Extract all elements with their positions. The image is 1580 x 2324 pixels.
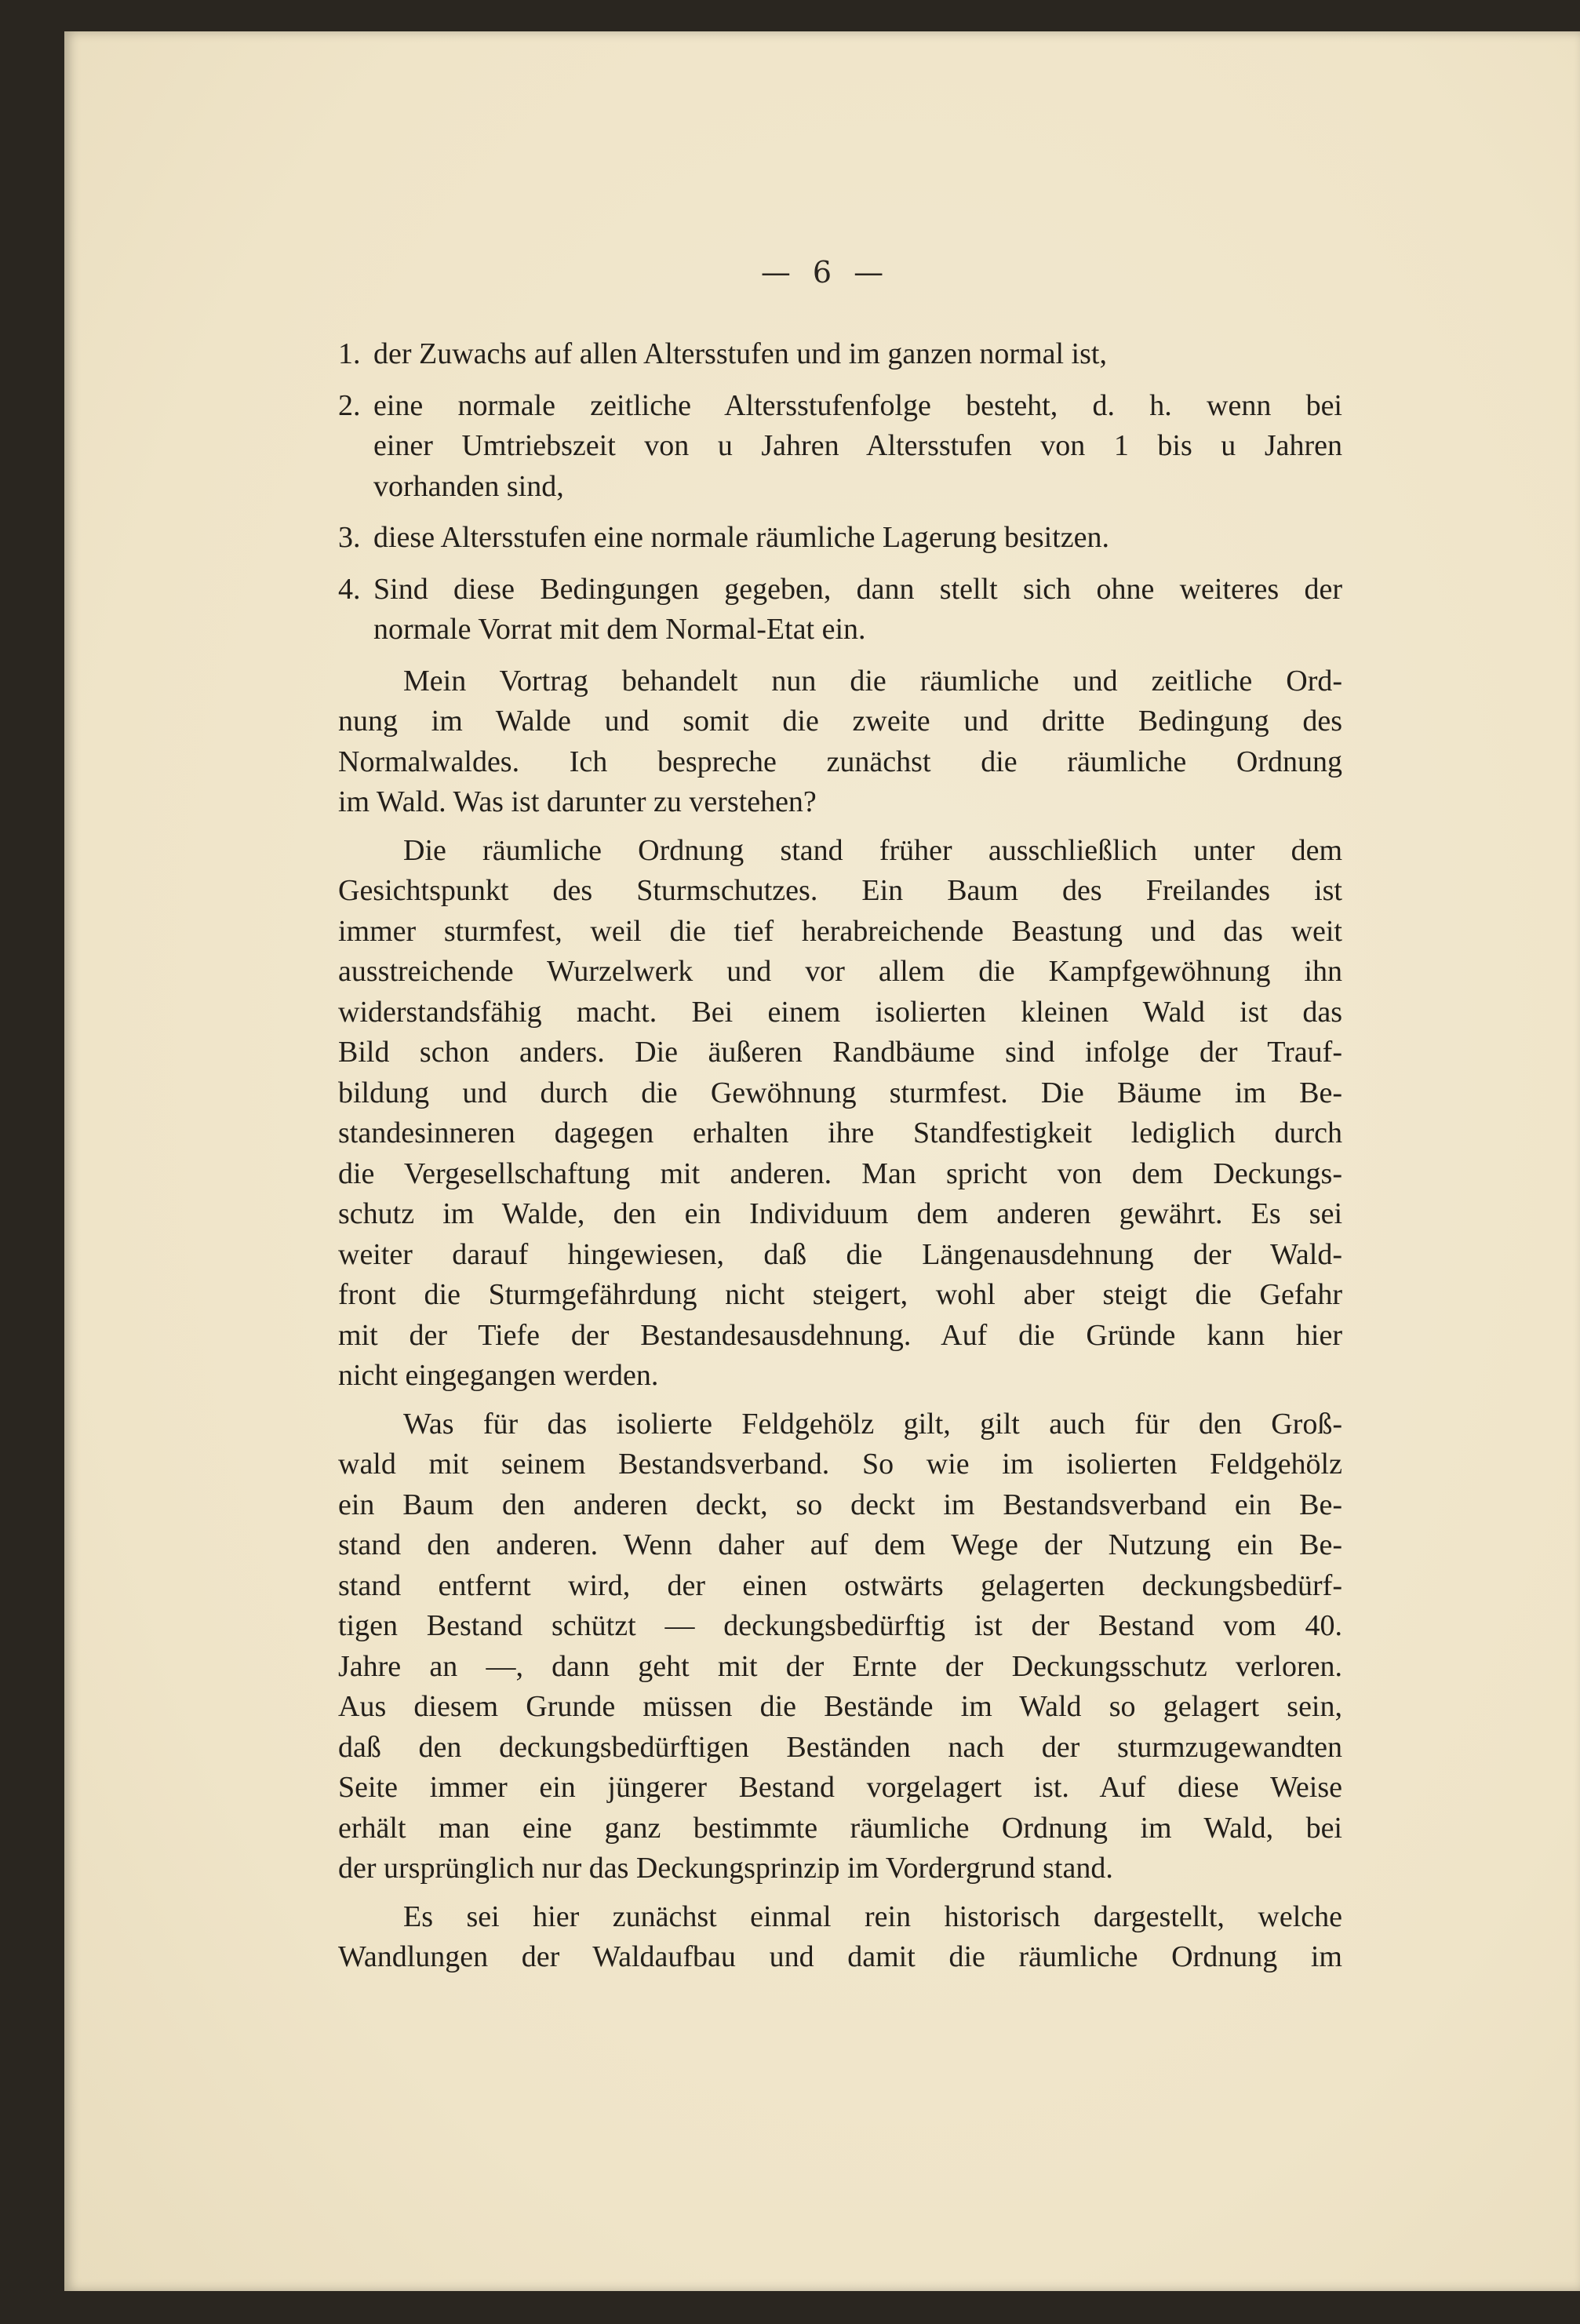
text-line: daß den deckungsbedürftigen Beständen nach der sturmzugewandten xyxy=(338,1730,1342,1764)
text-line: Aus diesem Grunde müssen die Bestände im Wald so gelagert sein, xyxy=(338,1690,1342,1723)
paragraph xyxy=(338,831,1342,1397)
text-line: der Zuwachs auf allen Altersstufen und im ganzen normal ist, xyxy=(373,337,1107,370)
text-line: nung im Walde und somit die zweite und dritte Bedingung des xyxy=(338,705,1342,738)
text-line: Was für das isolierte Feldgehölz gilt, gilt auch für den Groß- xyxy=(403,1407,1342,1441)
page-number-dash-left: — xyxy=(760,255,791,290)
body-text xyxy=(338,334,1342,1986)
text-line: stand den anderen. Wenn daher auf dem Wege der Nutzung ein Be- xyxy=(338,1528,1342,1561)
text-line: immer sturmfest, weil die tief herabreichende Beastung und das weit xyxy=(338,914,1342,948)
text-line: Mein Vortrag behandelt nun die räumliche und zeitliche Ord- xyxy=(403,664,1342,698)
text-line: einer Umtriebszeit von u Jahren Altersstufen von 1 bis u Jahren xyxy=(373,429,1342,462)
text-line: bildung und durch die Gewöhnung sturmfest. Die Bäume im Be- xyxy=(338,1076,1342,1109)
text-line: eine normale zeitliche Altersstufenfolge besteht, d. h. wenn bei xyxy=(373,388,1342,422)
text-line: wald mit seinem Bestandsverband. So wie im isolierten Feldgehölz xyxy=(338,1448,1342,1481)
text-line: erhält man eine ganz bestimmte räumliche Ordnung im Wald, bei xyxy=(338,1811,1342,1845)
text-line: Sind diese Bedingungen gegeben, dann stellt sich ohne weiteres der xyxy=(373,572,1342,606)
page-number-value: 6 xyxy=(812,255,832,290)
item-body xyxy=(373,386,1342,508)
numbered-condition-item xyxy=(338,518,1342,559)
numbered-condition-item xyxy=(338,386,1342,508)
paragraph xyxy=(338,1897,1342,1978)
text-line: nicht eingegangen werden. xyxy=(338,1359,659,1392)
numbered-condition-item xyxy=(338,334,1342,375)
text-line: schutz im Walde, den ein Individuum dem anderen gewährt. Es sei xyxy=(338,1197,1342,1230)
text-line: normale Vorrat mit dem Normal-Etat ein. xyxy=(373,613,866,646)
text-line: der ursprünglich nur das Deckungsprinzip im Vordergrund stand. xyxy=(338,1852,1113,1885)
text-line: diese Altersstufen eine normale räumliche Lagerung besitzen. xyxy=(373,521,1110,554)
numbered-condition-item xyxy=(338,570,1342,650)
item-body xyxy=(373,570,1342,650)
text-line: Gesichtspunkt des Sturmschutzes. Ein Baum des Freilandes ist xyxy=(338,874,1342,907)
text-line: stand entfernt wird, der einen ostwärts gelagerten deckungsbedürf- xyxy=(338,1568,1342,1602)
page-number-dash-right: — xyxy=(854,255,884,290)
page-number xyxy=(64,255,1580,290)
text-line: weiter darauf hingewiesen, daß die Längenausdehnung der Wald- xyxy=(338,1237,1342,1271)
item-body xyxy=(373,334,1342,375)
text-line: Wandlungen der Waldaufbau und damit die räumliche Ordnung im xyxy=(338,1940,1342,1973)
text-line: Jahre an —, dann geht mit der Ernte der Deckungsschutz verloren. xyxy=(338,1649,1342,1683)
text-line: Die räumliche Ordnung stand früher ausschließlich unter dem xyxy=(403,833,1342,867)
text-line: tigen Bestand schützt — deckungsbedürftig ist der Bestand vom 40. xyxy=(338,1609,1342,1642)
text-line: standesinneren dagegen erhalten ihre Standfestigkeit lediglich durch xyxy=(338,1116,1342,1149)
text-line: mit der Tiefe der Bestandesausdehnung. Auf die Gründe kann hier xyxy=(338,1318,1342,1352)
text-line: front die Sturmgefährdung nicht steigert, wohl aber steigt die Gefahr xyxy=(338,1278,1342,1311)
scanned-page xyxy=(64,31,1580,2291)
text-line: im Wald. Was ist darunter zu verstehen? xyxy=(338,785,817,818)
text-line: vorhanden sind, xyxy=(373,469,564,503)
text-line: Seite immer ein jüngerer Bestand vorgelagert ist. Auf diese Weise xyxy=(338,1771,1342,1804)
item-number: 1. xyxy=(338,337,361,370)
text-line: ein Baum den anderen deckt, so deckt im Bestandsverband ein Be- xyxy=(338,1488,1342,1521)
item-number: 3. xyxy=(338,521,361,554)
text-line: Es sei hier zunächst einmal rein historisch dargestellt, welche xyxy=(403,1900,1342,1933)
paragraph xyxy=(338,661,1342,823)
item-number: 4. xyxy=(338,572,361,606)
paragraph xyxy=(338,1404,1342,1889)
text-line: die Vergesellschaftung mit anderen. Man spricht von dem Deckungs- xyxy=(338,1157,1342,1190)
text-line: ausstreichende Wurzelwerk und vor allem die Kampfgewöhnung ihn xyxy=(338,955,1342,988)
text-line: widerstandsfähig macht. Bei einem isolierten kleinen Wald ist das xyxy=(338,995,1342,1029)
item-body xyxy=(373,518,1342,559)
text-line: Bild schon anders. Die äußeren Randbäume sind infolge der Trauf- xyxy=(338,1036,1342,1069)
text-line: Normalwaldes. Ich bespreche zunächst die räumliche Ordnung xyxy=(338,745,1342,778)
item-number: 2. xyxy=(338,388,361,422)
